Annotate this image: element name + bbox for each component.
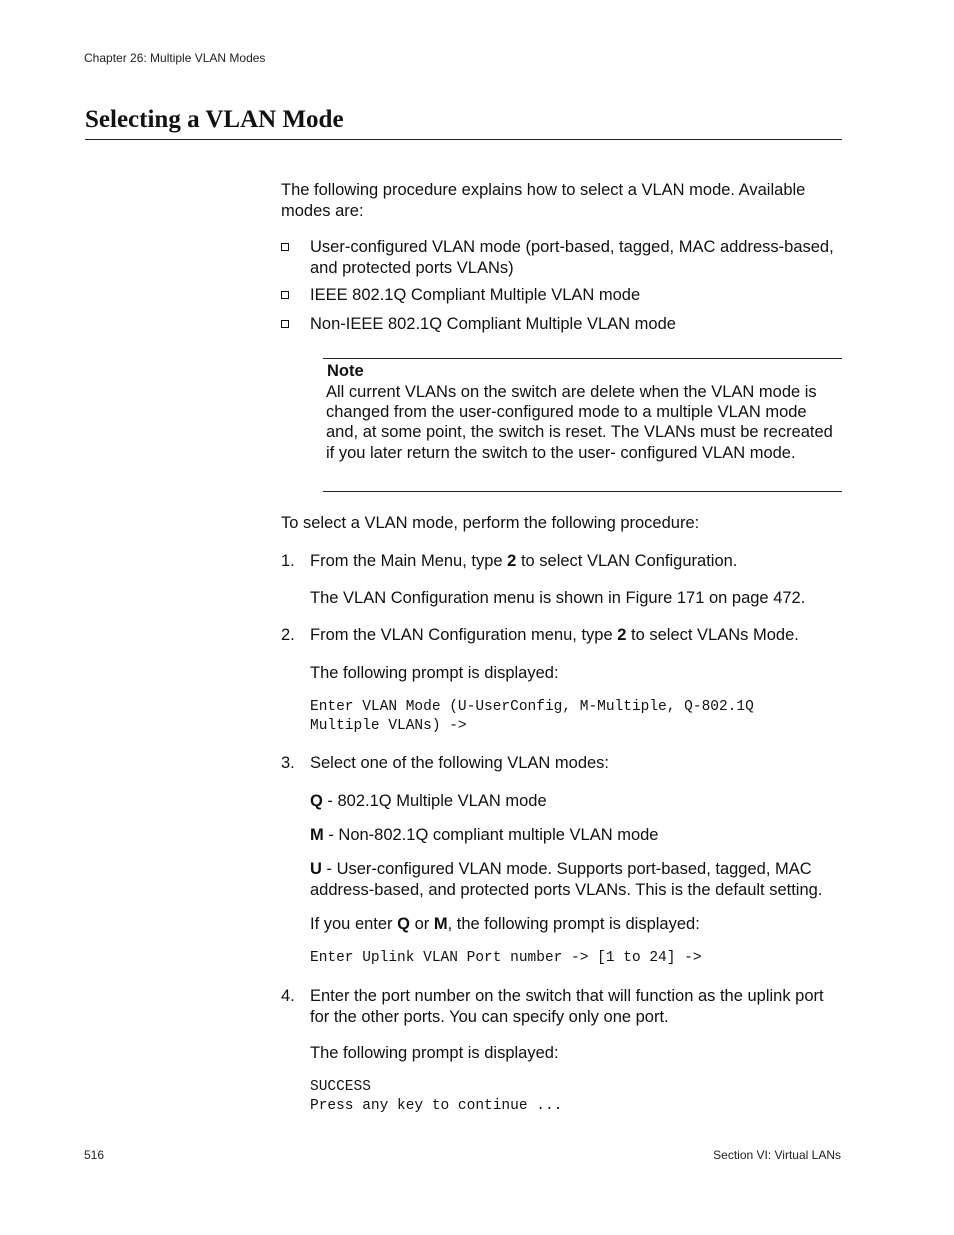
step-text: From the Main Menu, type 2 to select VLAN Configuration.	[310, 552, 738, 570]
step-text: Select one of the following VLAN modes:	[310, 754, 610, 772]
page-title: Selecting a VLAN Mode	[85, 106, 344, 133]
mode-option: Q - 802.1Q Multiple VLAN mode	[310, 792, 547, 810]
option-key: U	[310, 860, 322, 878]
step-number: 3.	[281, 754, 295, 772]
option-key: M	[310, 826, 324, 844]
step-2	[281, 625, 842, 645]
running-header-chapter: Chapter 26: Multiple VLAN Modes	[84, 51, 266, 65]
mode-list-item	[281, 314, 842, 334]
title-rule	[85, 139, 842, 140]
page-number: 516	[84, 1148, 105, 1162]
procedure-intro: To select a VLAN mode, perform the following procedure:	[281, 514, 700, 532]
code-prompt: SUCCESS Press any key to continue ...	[310, 1079, 563, 1114]
step-text: From the VLAN Configuration menu, type 2 to select VLANs Mode.	[310, 626, 799, 644]
step-number: 4.	[281, 987, 295, 1005]
mode-list-item	[281, 285, 842, 305]
mode-list-item-text: User-configured VLAN mode (port-based, tagged, MAC address-based, and protected ports VLANs)	[310, 238, 834, 277]
mode-option: U - User-configured VLAN mode. Supports port-based, tagged, MAC address-based, and protected ports VLANs. This is the default setting.	[310, 860, 823, 899]
mode-list-item-text: Non-IEEE 802.1Q Compliant Multiple VLAN mode	[310, 315, 676, 333]
step-1-detail: The VLAN Configuration menu is shown in Figure 171 on page 472.	[310, 589, 806, 607]
step-1	[281, 551, 842, 571]
step-3	[281, 753, 842, 773]
checkbox-bullet-icon	[281, 291, 289, 299]
note-box	[323, 358, 842, 492]
option-key: Q	[310, 792, 323, 810]
checkbox-bullet-icon	[281, 243, 289, 251]
running-footer-section: Section VI: Virtual LANs	[713, 1148, 841, 1162]
note-text: All current VLANs on the switch are delete when the VLAN mode is changed from the user-configured mode to a multiple VLAN mode and, at some point, the switch is reset. The VLANs must be recreated if you later return the switch to the user- configured VLAN mode.	[326, 383, 833, 462]
step-2-detail: The following prompt is displayed:	[310, 664, 559, 682]
mode-option: M - Non-802.1Q compliant multiple VLAN mode	[310, 826, 659, 844]
mode-list-item-text: IEEE 802.1Q Compliant Multiple VLAN mode	[310, 286, 641, 304]
step-text: Enter the port number on the switch that will function as the uplink port for the other ports. You can specify only one port.	[310, 987, 824, 1026]
key-value: 2	[617, 626, 627, 644]
step-3-detail: If you enter Q or M, the following prompt is displayed:	[310, 915, 700, 933]
code-prompt: Enter VLAN Mode (U-UserConfig, M-Multiple, Q-802.1Q Multiple VLANs) ->	[310, 699, 754, 734]
step-4-detail: The following prompt is displayed:	[310, 1044, 559, 1062]
mode-list-item	[281, 237, 842, 277]
checkbox-bullet-icon	[281, 320, 289, 328]
note-label: Note	[327, 362, 364, 380]
step-number: 2.	[281, 626, 295, 644]
key-value: 2	[507, 552, 517, 570]
intro-paragraph: The following procedure explains how to select a VLAN mode. Available modes are:	[281, 181, 806, 220]
step-4	[281, 986, 842, 1026]
code-prompt: Enter Uplink VLAN Port number -> [1 to 24] ->	[310, 950, 702, 966]
step-number: 1.	[281, 552, 295, 570]
